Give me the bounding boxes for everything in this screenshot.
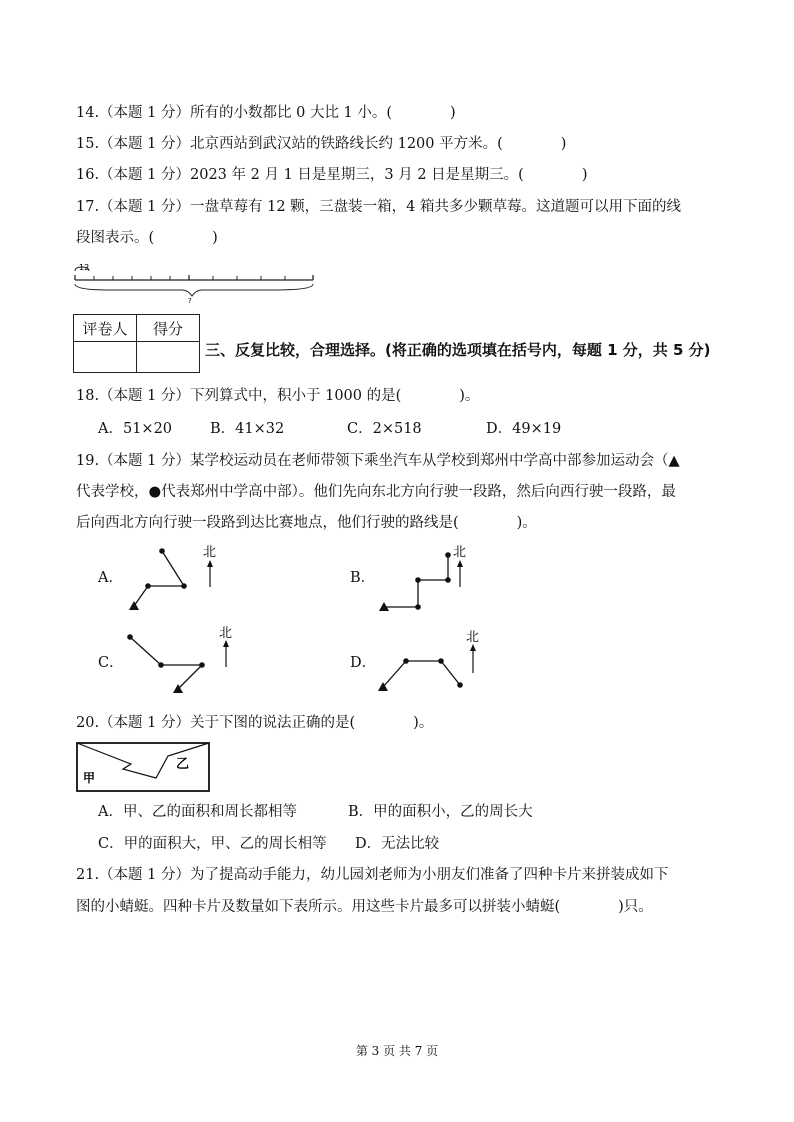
q18-option-d[interactable]: D．49×19 (486, 421, 562, 437)
q20-option-a[interactable]: A．甲、乙的面积和周长都相等 (98, 804, 297, 820)
score-table (73, 314, 200, 373)
q20-option-d[interactable]: D．无法比较 (355, 836, 440, 852)
q18-option-b[interactable]: B．41×32 (210, 421, 285, 437)
reviewer-cell[interactable] (74, 342, 137, 373)
route-b-diagram[interactable] (375, 543, 475, 615)
page-footer: 第 3 页 共 7 页 (355, 1044, 439, 1058)
q20-option-c[interactable]: C．甲的面积大，甲、乙的周长相等 (98, 836, 327, 852)
north-label-a: 北 (203, 545, 217, 560)
q19-option-b-label[interactable]: B． (350, 570, 376, 586)
q19-option-c-label[interactable]: C． (98, 655, 124, 671)
question-18: 18.（本题 1 分）下列算式中，积小于 1000 的是( )。 (76, 388, 480, 404)
question-16: 16.（本题 1 分）2023 年 2 月 1 日是星期三，3 月 2 日是星期三。( ) (76, 167, 588, 183)
question-14: 14.（本题 1 分）所有的小数都比 0 大比 1 小。( ) (76, 105, 456, 121)
route-a-diagram[interactable] (125, 543, 225, 615)
score-cell[interactable] (137, 342, 200, 373)
score-header: 得分 (137, 315, 200, 342)
section-3-title: 三、反复比较，合理选择。(将正确的选项填在括号内，每题 1 分，共 5 分) (205, 341, 711, 359)
north-label-d: 北 (466, 630, 480, 645)
segment-diagram (70, 262, 320, 306)
question-17-line2: 段图表示。( ) (76, 230, 218, 246)
question-21-line2: 图的小蜻蜓。四种卡片及数量如下表所示。用这些卡片最多可以拼装小蜻蜓( )只。 (76, 899, 653, 915)
segment-bottom-label: ? (188, 297, 192, 305)
reviewer-header: 评卷人 (74, 315, 137, 342)
route-c-diagram[interactable] (125, 625, 240, 697)
q18-option-c[interactable]: C．2×518 (347, 421, 422, 437)
question-17-line1: 17.（本题 1 分）一盘草莓有 12 颗，三盘装一箱，4 箱共多少颗草莓。这道题可以用下面的线 (76, 199, 682, 215)
question-15: 15.（本题 1 分）北京西站到武汉站的铁路线长约 1200 平方米。( ) (76, 136, 567, 152)
q19-option-a-label[interactable]: A． (98, 570, 123, 586)
north-label-b: 北 (453, 545, 467, 560)
north-label-c: 北 (219, 626, 233, 641)
question-20: 20.（本题 1 分）关于下图的说法正确的是( )。 (76, 715, 434, 731)
question-19-line1: 19.（本题 1 分）某学校运动员在老师带领下乘坐汽车从学校到郑州中学高中部参加运动会（▲ (76, 453, 680, 469)
question-21-line1: 21.（本题 1 分）为了提高动手能力，幼儿园刘老师为小朋友们准备了四种卡片来拼装成如下 (76, 867, 669, 883)
q18-option-a[interactable]: A．51×20 (98, 421, 173, 437)
question-19-line2: 代表学校，●代表郑州中学高中部）。他们先向东北方向行驶一段路，然后向西行驶一段路，最 (76, 484, 676, 500)
region-yi: 乙 (176, 757, 190, 772)
q20-figure (76, 742, 211, 794)
route-d-diagram[interactable] (375, 625, 485, 697)
question-19-line3: 后向西北方向行驶一段路到达比赛地点，他们行驶的路线是( )。 (76, 515, 537, 531)
segment-top-label: 12 (79, 263, 90, 272)
region-jia: 甲 (83, 771, 96, 785)
q20-option-b[interactable]: B．甲的面积小，乙的周长大 (348, 804, 533, 820)
q19-option-d-label[interactable]: D． (350, 655, 377, 671)
